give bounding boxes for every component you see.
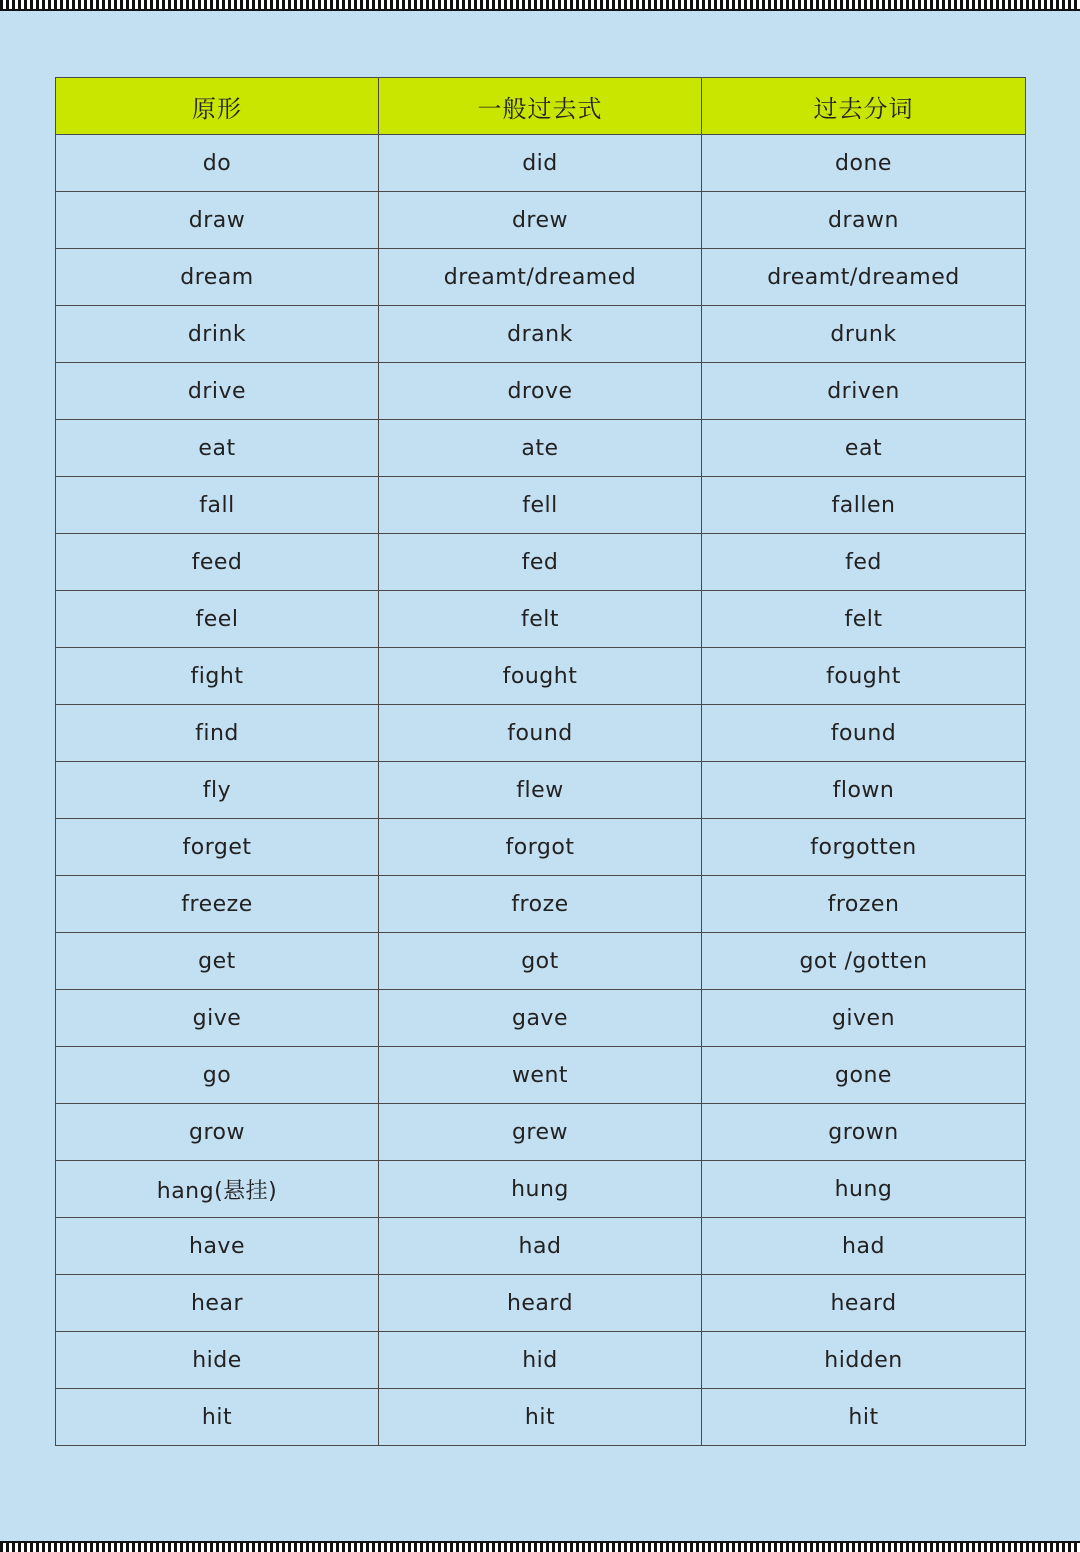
past-participle-cell: dreamt/dreamed — [702, 249, 1026, 306]
past-tense-cell: forgot — [379, 819, 702, 876]
header-past-tense: 一般过去式 — [379, 78, 702, 135]
past-tense-cell: felt — [379, 591, 702, 648]
past-participle-cell: hit — [702, 1389, 1026, 1446]
base-form-cell: give — [56, 990, 379, 1047]
table-row — [56, 819, 1026, 876]
bottom-dotted-border — [0, 1541, 1080, 1552]
table-row — [56, 477, 1026, 534]
past-participle-cell: forgotten — [702, 819, 1026, 876]
top-dotted-border — [0, 0, 1080, 11]
base-form-cell: get — [56, 933, 379, 990]
table-row — [56, 933, 1026, 990]
table-row — [56, 1218, 1026, 1275]
past-tense-cell: had — [379, 1218, 702, 1275]
past-tense-cell: grew — [379, 1104, 702, 1161]
base-form-cell: drive — [56, 363, 379, 420]
base-form-cell: do — [56, 135, 379, 192]
past-tense-cell: fed — [379, 534, 702, 591]
past-participle-cell: flown — [702, 762, 1026, 819]
past-participle-cell: frozen — [702, 876, 1026, 933]
past-participle-cell: fallen — [702, 477, 1026, 534]
table-row — [56, 363, 1026, 420]
base-form-cell: forget — [56, 819, 379, 876]
past-tense-cell: hid — [379, 1332, 702, 1389]
table-body — [56, 135, 1026, 1446]
past-participle-cell: grown — [702, 1104, 1026, 1161]
table-row — [56, 249, 1026, 306]
past-tense-cell: gave — [379, 990, 702, 1047]
base-form-cell: eat — [56, 420, 379, 477]
table-row — [56, 1161, 1026, 1218]
table-row — [56, 534, 1026, 591]
base-form-cell: have — [56, 1218, 379, 1275]
base-form-cell: fall — [56, 477, 379, 534]
header-row — [56, 78, 1026, 135]
base-form-cell: find — [56, 705, 379, 762]
base-form-cell: freeze — [56, 876, 379, 933]
verb-table-container — [55, 77, 1025, 1446]
past-tense-cell: flew — [379, 762, 702, 819]
past-tense-cell: did — [379, 135, 702, 192]
past-participle-cell: drunk — [702, 306, 1026, 363]
past-tense-cell: drank — [379, 306, 702, 363]
base-form-cell: hide — [56, 1332, 379, 1389]
past-participle-cell: hung — [702, 1161, 1026, 1218]
past-tense-cell: went — [379, 1047, 702, 1104]
past-participle-cell: found — [702, 705, 1026, 762]
table-row — [56, 591, 1026, 648]
past-tense-cell: froze — [379, 876, 702, 933]
past-participle-cell: hidden — [702, 1332, 1026, 1389]
past-participle-cell: had — [702, 1218, 1026, 1275]
table-row — [56, 135, 1026, 192]
past-tense-cell: hit — [379, 1389, 702, 1446]
past-tense-cell: dreamt/dreamed — [379, 249, 702, 306]
past-tense-cell: drew — [379, 192, 702, 249]
past-participle-cell: felt — [702, 591, 1026, 648]
past-participle-cell: drawn — [702, 192, 1026, 249]
base-form-cell: go — [56, 1047, 379, 1104]
table-row — [56, 762, 1026, 819]
header-past-participle: 过去分词 — [702, 78, 1026, 135]
past-participle-cell: fed — [702, 534, 1026, 591]
past-participle-cell: done — [702, 135, 1026, 192]
table-row — [56, 1047, 1026, 1104]
table-row — [56, 1389, 1026, 1446]
past-participle-cell: fought — [702, 648, 1026, 705]
base-form-cell: hit — [56, 1389, 379, 1446]
base-form-cell: dream — [56, 249, 379, 306]
past-participle-cell: got /gotten — [702, 933, 1026, 990]
past-tense-cell: fought — [379, 648, 702, 705]
past-participle-cell: eat — [702, 420, 1026, 477]
table-row — [56, 1104, 1026, 1161]
past-tense-cell: hung — [379, 1161, 702, 1218]
base-form-cell: feel — [56, 591, 379, 648]
past-tense-cell: ate — [379, 420, 702, 477]
base-form-cell: draw — [56, 192, 379, 249]
past-participle-cell: given — [702, 990, 1026, 1047]
table-row — [56, 876, 1026, 933]
table-row — [56, 990, 1026, 1047]
irregular-verb-table — [55, 77, 1026, 1446]
table-row — [56, 648, 1026, 705]
past-participle-cell: gone — [702, 1047, 1026, 1104]
past-participle-cell: driven — [702, 363, 1026, 420]
table-row — [56, 420, 1026, 477]
table-row — [56, 705, 1026, 762]
table-row — [56, 1275, 1026, 1332]
past-tense-cell: found — [379, 705, 702, 762]
past-tense-cell: got — [379, 933, 702, 990]
base-form-cell: fight — [56, 648, 379, 705]
base-form-cell: hear — [56, 1275, 379, 1332]
past-tense-cell: drove — [379, 363, 702, 420]
table-row — [56, 1332, 1026, 1389]
table-row — [56, 306, 1026, 363]
past-tense-cell: fell — [379, 477, 702, 534]
table-row — [56, 192, 1026, 249]
base-form-cell: drink — [56, 306, 379, 363]
base-form-cell: feed — [56, 534, 379, 591]
base-form-cell: grow — [56, 1104, 379, 1161]
header-base-form: 原形 — [56, 78, 379, 135]
base-form-cell: hang(悬挂) — [56, 1161, 379, 1218]
past-tense-cell: heard — [379, 1275, 702, 1332]
base-form-cell: fly — [56, 762, 379, 819]
past-participle-cell: heard — [702, 1275, 1026, 1332]
